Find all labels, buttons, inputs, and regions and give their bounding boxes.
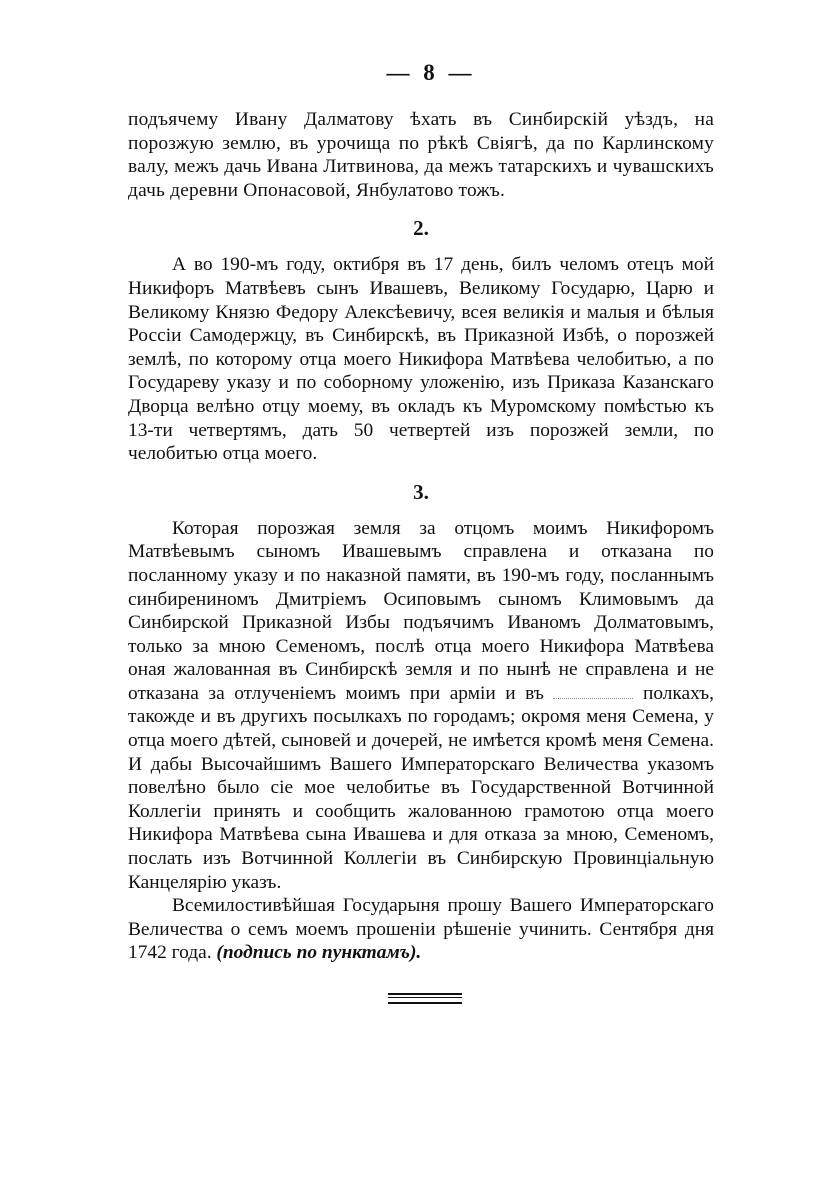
paragraph-3-part-1: Которая порозжая земля за отцомъ моимъ Никифоромъ Матвѣевымъ сыномъ Ивашевымъ справлена и отказана по посланному указу и по наказной памяти, въ 190-мъ году, посланнымъ синбирениномъ Дмитріемъ Осиповымъ сыномъ Климовымъ да Синбирской Приказной Избы подъячимъ Иваномъ Долматовымъ, только за мною Семеномъ, послѣ отца моего Никифора Матвѣева оная жалованная въ Синбирскѣ земля и по нынѣ не справлена и не отказана за отлученіемъ моимъ при арміи и въ [128,517,714,704]
blank-gap [553,694,633,699]
signature-note: (подпись по пунктамъ). [216,942,422,964]
paragraph-3 [128,517,714,895]
paragraph-2: А во 190-мъ году, октибря въ 17 день, билъ челомъ отецъ мой Никифоръ Матвѣевъ сынъ Ивашевъ, Великому Государю, Царю и Великому Князю Федору Алексѣевичу, всея великія и малыя и бѣлыя Россіи Самодержцу, въ Синбирскѣ, въ Приказной Избѣ, о порозжей землѣ, по которому отца моего Никифора Матвѣева челобитью, а по Государеву указу и по соборному уложенію, изъ Приказа Казанскаго Дворца велѣно отцу моему, въ окладъ къ Муромскому помѣстью къ 13-ти четвертямъ, дать 50 четвертей изъ порозжей земли, по челобитью отца моего. [128,254,714,465]
section-number-2: 2. [413,216,429,241]
closing-rule [388,993,462,1004]
document-page [128,60,714,1004]
section-number-3: 3. [413,479,429,504]
closing-rule-middle [388,997,462,998]
paragraph-intro: подъячему Ивану Далматову ѣхать въ Синбирскій уѣздъ, на порозжую землю, въ урочища по рѣкѣ Свіягѣ, да по Карлинскому валу, межъ дачь Ивана Литвинова, да межъ татарскихъ и чувашскихъ дачь деревни Опонасовой, Янбулатово тожъ. [128,109,714,201]
paragraph-3-part-2: полкахъ, такожде и въ другихъ посылкахъ по городамъ; окромя меня Семена, у отца моего дѣтей, сыновей и дочерей, не имѣется кромѣ меня Семена. И дабы Высочайшимъ Вашего Императорскаго Величества указомъ повелѣно было сіе мое челобитье въ Государственной Вотчинной Коллегіи принять и сообщить жалованною грамотою отца моего Никифора Матвѣева сына Ивашева и для отказа за мною, Семеномъ, послать изъ Вотчинной Коллегіи въ Синбирскую Провинціальную Канцелярію указъ. [128,682,714,893]
paragraph-final-text: Всемилостивѣйшая Государыня прошу Вашего Императорскаго Величества о семъ моемъ прошеніи рѣшеніе учинить. Сентября дня 1742 года. [128,895,714,964]
page-number: — 8 — [386,60,476,85]
paragraph-final [128,894,714,965]
